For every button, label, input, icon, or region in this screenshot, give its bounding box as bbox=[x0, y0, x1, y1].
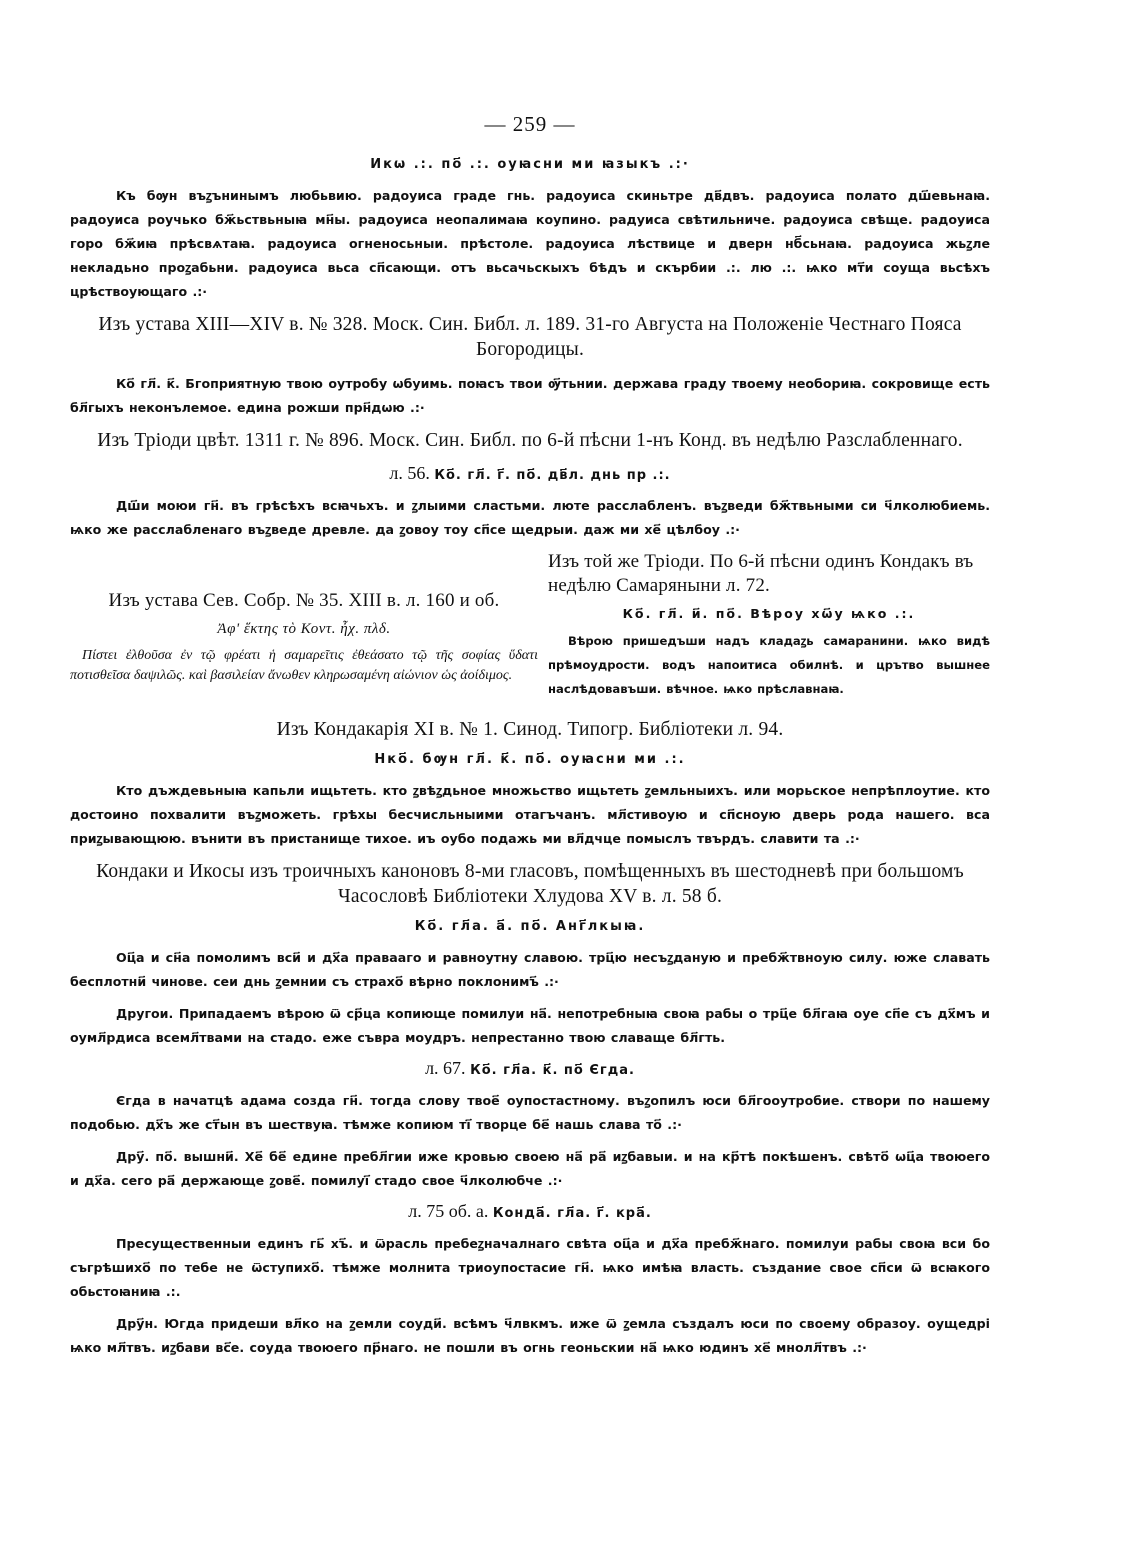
section7-subhead bbox=[70, 1201, 990, 1222]
section4-title: Нко҃. бѹн гл҃. к҃. по҃. оуꙗсни ми .:. bbox=[374, 752, 686, 767]
section5-text-2: Другои. Припадаемъ вѣрою ѿ ср҃ца копиюще помилуи на҃. непотребныꙗ своꙗ рабы о трц҃е бл҃гаꙗ оуе сп҃е съ дх҃мъ и оумл҃рдиса всемл҃твами на стадо. еже съвра моудръ. непрестанно твою славаще бл҃гть. bbox=[70, 1006, 990, 1045]
section4-heading: Изъ Кондакарія XI в. № 1. Синод. Типогр. Библіотеки л. 94. bbox=[276, 719, 784, 740]
page-number: — 259 — bbox=[484, 112, 576, 136]
section6-subhead-abbr: Ко҃. гл҃а. к҃. по҃ Єгда. bbox=[470, 1063, 635, 1078]
section2-text: Ко҃ гл҃. к҃. Бгоприятную твою оутробу ѡбуимь. поꙗсъ твои ѹ҃тьнии. держава граду твоему необориꙗ. сокровище есть бл҃гыхъ неконълемое. едина рожши прн҃дѡю .:· bbox=[70, 376, 990, 415]
left-column-heading: Изъ устава Сев. Собр. № 35. XIII в. л. 160 и об. bbox=[108, 590, 500, 611]
section2-heading: Изъ устава XIII—XIV в. № 328. Моск. Син. Библ. л. 189. 31-го Августа на Положеніе Честнаго Пояса Богородицы. bbox=[98, 314, 962, 360]
section7-subhead-abbr: Конда҃. гл҃а. г҃. кра҃. bbox=[492, 1206, 652, 1221]
section3-subhead bbox=[70, 463, 990, 484]
greek-text: Πίστει ἐλθοῦσα ἐν τῷ φρέατι ἡ σαμαρεῖτις ἐθεάσατο τῷ τῆς σοφίας ὕδατι ποτισθεῖσα δαψιλῶς. καὶ βασιλείαν ἄνωθεν κληρωσαμένη αἰώνιον ὡς ἀοίδιμος. bbox=[70, 648, 538, 683]
section5-title: Ко҃. гл҃а. а҃. по҃. Анг҃лкыꙗ. bbox=[414, 919, 646, 934]
section6-subhead bbox=[70, 1058, 990, 1079]
section6-text-2: Дру҃. по҃. вышни҃. Хе҃ бе҃ едине пребл҃гии иже кровью своею на҃ ра҃ иꙁбавыи. и на кр҃тѣ покѣшенъ. свѣто҃ ѡц҃а твоюего и дх҃а. сего ра҃ держающе ꙁове҃. помилуі҃ стадо свое ч҃лколюбче .:· bbox=[70, 1149, 990, 1188]
right-column-title: Ко҃. гл҃. и҃. по҃. Вѣроу хѡ҃у ѩко .:. bbox=[622, 606, 916, 621]
section3-text: Дш҃и моюи гн҃. въ грѣсѣхъ всꙗчьхъ. и ꙁлыими сластьми. люте расслабленъ. въꙁведи бж҃твьными си ч҃лколюбиемь. ѩко же расслабленаго въꙁведе древле. да ꙁовоу тоу сп҃се щедрыи. даж ми хе҃ цѣлбоу .:· bbox=[70, 498, 990, 537]
section7-text-2: Дру҃н. Югда придеши вл҃ко на ꙁемли соуди҃. всѣмъ ч҃лвкмъ. иже ѿ ꙁемла създалъ юси по своему образоу. оущедрі ѩко мл҃твъ. иꙁбави вс҃е. соуда твоюего пр҃наго. не пошли въ огнь геоньскии на҃ ѩко юдинъ хе҃ мнолл҃твъ .:· bbox=[70, 1316, 990, 1355]
left-column bbox=[70, 550, 538, 709]
greek-title: Ἀφ' ἕκτης τὸ Κοντ. ἦχ. πλδ. bbox=[217, 621, 391, 637]
section5-heading: Кондаки и Икосы изъ троичныхъ каноновъ 8-ми гласовъ, помѣщенныхъ въ шестодневѣ при большомъ Часословѣ Библіотеки Хлудова XV в. л. 58 б. bbox=[96, 861, 964, 907]
section3-subhead-ref: л. 56. bbox=[389, 463, 430, 483]
section6-text-1: Єгда в начатцѣ адама созда гн҃. тогда слову твое҃ оупостастному. въꙁопилъ юси бл҃гооутробие. створи по нашему подобью. дх҃ъ же ст҃ын въ шествуꙗ. тѣмже копиюм ті҃ творце бе҃ нашь слава то҃ .:· bbox=[70, 1093, 990, 1132]
section7-text-1: Пресущественныи единъ гь҃ хъ҃. и ѿрасль пребеꙁначалнаго свѣта оц҃а и дх҃а пребж҃наго. помилуи рабы своꙗ вси бо съгрѣшихо҃ по тебе не ѿступихо҃. тѣмже молнита триоупостасие гн҃. ѩко имѣꙗ власть. създание свое сп҃си ѿ всꙗкого обьстоꙗниꙗ .:. bbox=[70, 1236, 990, 1299]
section1-text: Къ бѹн въꙁънинымъ любьвию. радоуиса граде гнь. радоуиса скиньтре дв҃двъ. радоуиса полато дш҃евьнаꙗ. радоуиса роучько бж҃ьствьныꙗ мн҃ы. радоуиса неопалимаꙗ коупино. радуиса свѣтильниче. радоуиса свѣще. радоуиса горо бж҃иꙗ прѣсвѧтаꙗ. радоуиса огненосьныи. прѣстоле. радоуиса лѣствице и дверн нб҃сьнаꙗ. радоуиса жьꙁле некладьно проꙁабьни. радоуиса вьса сп҃сающи. отъ вьсачьскыхъ бѣдъ и скърбии .:. лю .:. ѩко мт҃и соуща вьсѣхъ црѣствоующаго .:· bbox=[70, 188, 990, 299]
section5-text-1: Оц҃а и сн҃а помолимъ вси҃ и дх҃а правааго и равноутну славою. трц҃ю несъꙁданую и пребж҃твноую силу. юже славать бесплотни҃ чинове. сеи днь ꙁемнии съ страхо҃ вѣрно поклонимъ҃ .:· bbox=[70, 950, 990, 989]
right-column bbox=[548, 550, 990, 709]
section1-title: Икѡ .:. по҃ .:. оуꙗсни ми ꙗзыкъ .:· bbox=[370, 157, 690, 172]
right-column-heading: Изъ той же Тріоди. По 6-й пѣсни одинъ Кондакъ въ недѣлю Самаряныни л. 72. bbox=[548, 551, 974, 596]
section3-subhead-abbr: Ко҃. гл҃. г҃. по҃. дв҃л. днь пр .:. bbox=[434, 468, 671, 483]
document-page bbox=[70, 112, 990, 1368]
section3-heading: Изъ Тріоди цвѣт. 1311 г. № 896. Моск. Син. Библ. по 6-й пѣсни 1-нъ Конд. въ недѣлю Разслабленнаго. bbox=[97, 430, 963, 451]
right-column-text: Вѣрою пришедъши надъ кладаꙁь самаранини. ѩко видѣ прѣмоудрости. водъ напоитиса обилнѣ. и црътво вышнее наслѣдовавъши. вѣчное. ѩко прѣславнаꙗ. bbox=[548, 634, 990, 696]
section7-subhead-ref: л. 75 об. а. bbox=[408, 1201, 489, 1221]
section4-text: Кто дъждевьныꙗ капьли ищьтеть. кто ꙁвѣꙁдьное множьство ищьтеть ꙁемльныихъ. или морьское непрѣплоутие. кто достоино похвалити въꙁможеть. грѣхы бесчисльныими отагъчанъ. мл҃стивоую и сп҃сноую дверь рода нашего. вса приꙁывающюю. вънити въ пристанище тихое. иъ оубо подажь ми вл҃дчце помыслъ твърдъ. славити та .:· bbox=[70, 783, 990, 846]
two-column-block bbox=[70, 550, 990, 709]
section6-subhead-ref: л. 67. bbox=[425, 1058, 466, 1078]
